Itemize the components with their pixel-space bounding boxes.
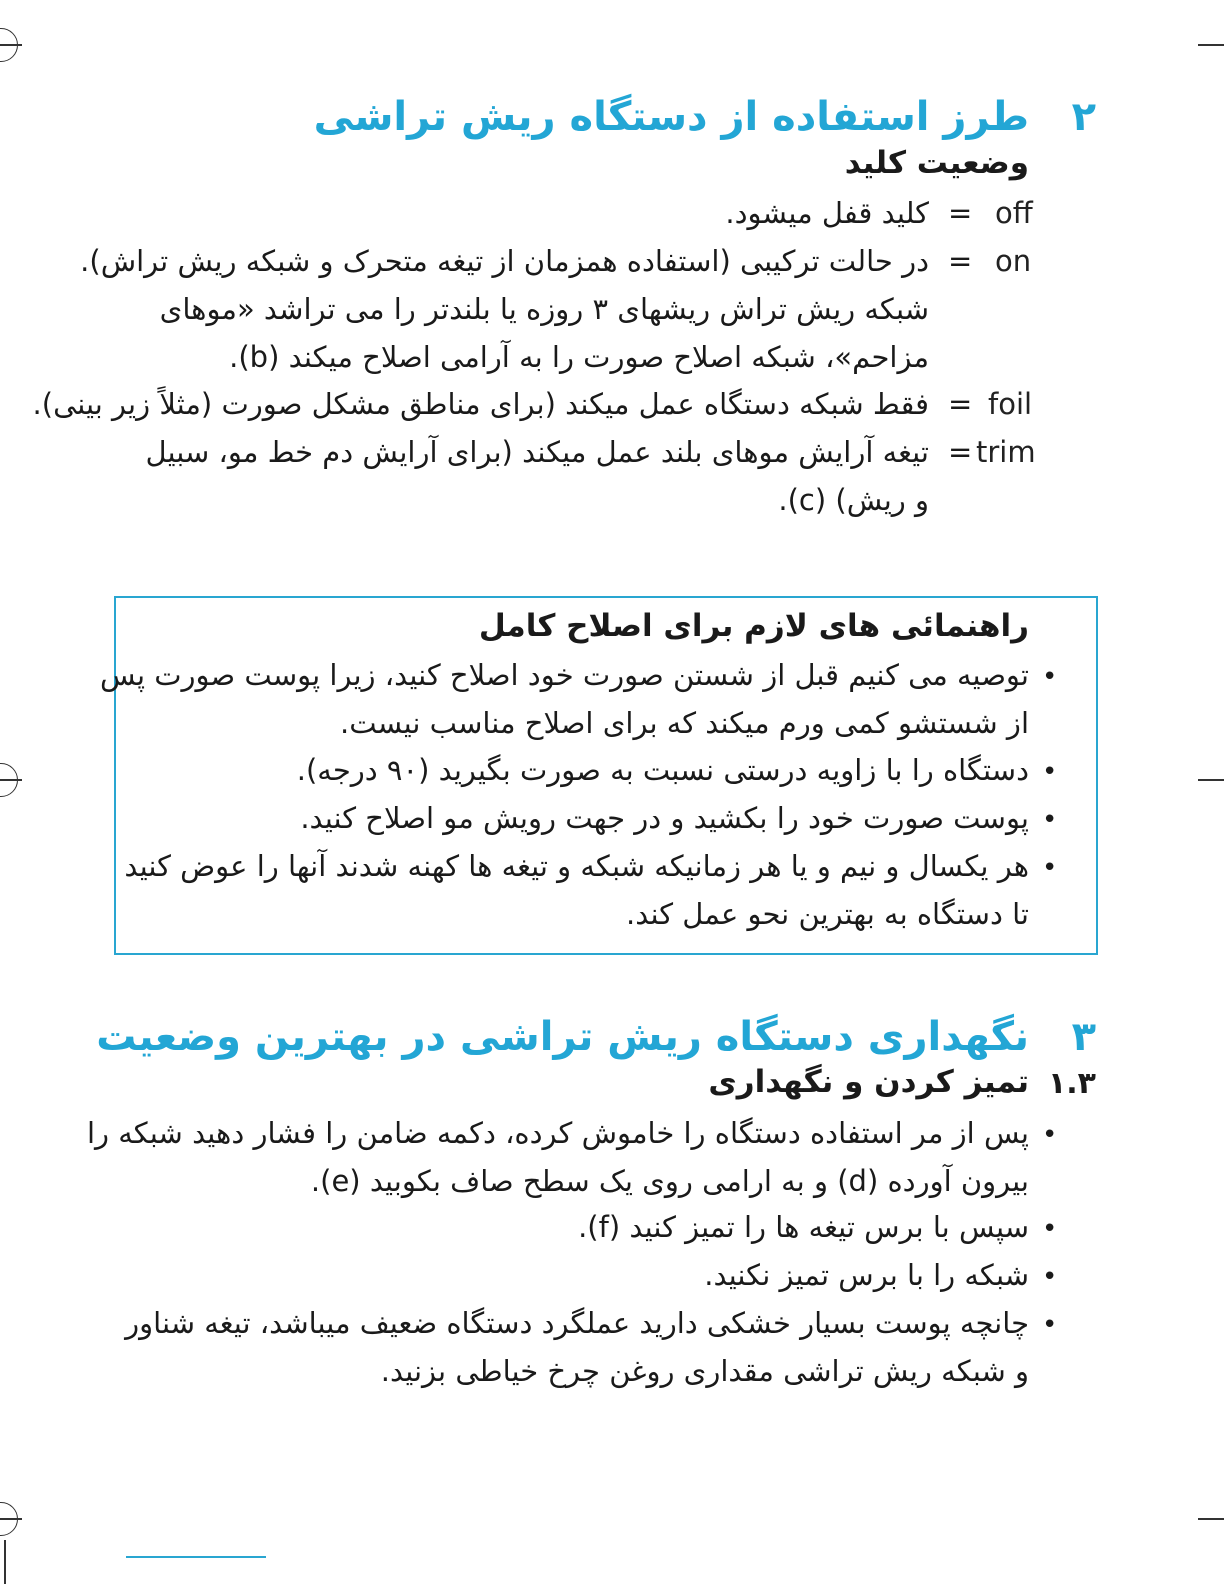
bullet: •: [1042, 1120, 1058, 1150]
state-key-on: on: [995, 244, 1032, 278]
state-desc-line: فقط شبکه دستگاه عمل میکند (برای مناطق مشکل صورت (مثلاً زیر بینی).: [32, 387, 929, 421]
bullet: •: [1042, 1310, 1058, 1340]
maintenance-line: سپس با برس تیغه ها را تمیز کنید (f).: [578, 1210, 1029, 1244]
bullet: •: [1042, 757, 1058, 787]
bullet: •: [1042, 1214, 1058, 1244]
state-key-off: off: [995, 196, 1033, 230]
maintenance-line: و شبکه ریش تراشی مقداری روغن چرخ خیاطی بزنید.: [380, 1354, 1029, 1388]
tip-line: تا دستگاه به بهترین نحو عمل کند.: [626, 897, 1029, 931]
section-number: ۳: [1071, 1014, 1096, 1060]
subsection-title: تمیز کردن و نگهداری: [708, 1064, 1029, 1100]
crop-line: [0, 779, 22, 781]
state-desc-line: شبکه ریش تراش ریشهای ۳ روزه یا بلندتر را می تراشد «موهای: [159, 292, 929, 326]
crop-line: [4, 1540, 6, 1584]
bullet: •: [1042, 662, 1058, 692]
crop-line: [1198, 44, 1224, 46]
equals-sign: =: [948, 244, 973, 278]
bullet: •: [1042, 1262, 1058, 1292]
state-desc-line: مزاحم»، شبکه اصلاح صورت را به آرامی اصلاح میکند (b).: [229, 340, 929, 374]
equals-sign: =: [948, 387, 973, 421]
tip-line: از شستشو کمی ورم میکند که برای اصلاح مناسب نیست.: [340, 706, 1029, 740]
subsection-number: ۱.۳: [1047, 1066, 1096, 1101]
subsection-title: وضعیت کلید: [844, 145, 1029, 181]
state-desc-line: در حالت ترکیبی (استفاده همزمان از تیغه متحرک و شبکه ریش تراش).: [80, 244, 929, 278]
section-title: طرز استفاده از دستگاه ریش تراشی: [313, 94, 1029, 140]
equals-sign: =: [948, 196, 973, 230]
maintenance-line: چانچه پوست بسیار خشکی دارید عملگرد دستگاه ضعیف میباشد، تیغه شناور: [125, 1306, 1029, 1340]
tip-line: توصیه می کنیم قبل از شستن صورت خود اصلاح کنید، زیرا پوست صورت پس: [99, 658, 1029, 692]
state-key-trim: trim: [976, 435, 1036, 469]
equals-sign: =: [948, 435, 973, 469]
crop-line: [0, 44, 22, 46]
state-desc-line: تیغه آرایش موهای بلند عمل میکند (برای آرایش دم خط مو، سبیل: [145, 435, 929, 469]
section-title: نگهداری دستگاه ریش تراشی در بهترین وضعیت: [96, 1014, 1029, 1060]
state-key-foil: foil: [988, 387, 1033, 421]
maintenance-line: پس از مر استفاده دستگاه را خاموش کرده، دکمه ضامن را فشار دهید شبکه را: [86, 1116, 1029, 1150]
tip-line: دستگاه را با زاویه درستی نسبت به صورت بگیرید (۹۰ درجه).: [296, 753, 1029, 787]
tip-line: پوست صورت خود را بکشید و در جهت رویش مو اصلاح کنید.: [300, 801, 1029, 835]
maintenance-line: بیرون آورده (d) و به ارامی روی یک سطح صاف بکوبید (e).: [310, 1164, 1029, 1198]
crop-line: [0, 1518, 22, 1520]
crop-line: [1198, 779, 1224, 781]
tip-line: هر یکسال و نیم و یا هر زمانیکه شبکه و تیغه ها کهنه شدند آنها را عوض کنید: [124, 849, 1029, 883]
state-desc-line: کلید قفل میشود.: [725, 196, 929, 230]
crop-line: [1198, 1518, 1224, 1520]
section-number: ۲: [1071, 94, 1096, 140]
maintenance-line: شبکه را با برس تمیز نکنید.: [704, 1258, 1029, 1292]
bullet: •: [1042, 805, 1058, 835]
footer-rule: [126, 1556, 266, 1558]
tips-title: راهنمائی های لازم برای اصلاح کامل: [478, 608, 1029, 644]
state-desc-line: و ریش) (c).: [778, 483, 929, 517]
bullet: •: [1042, 853, 1058, 883]
